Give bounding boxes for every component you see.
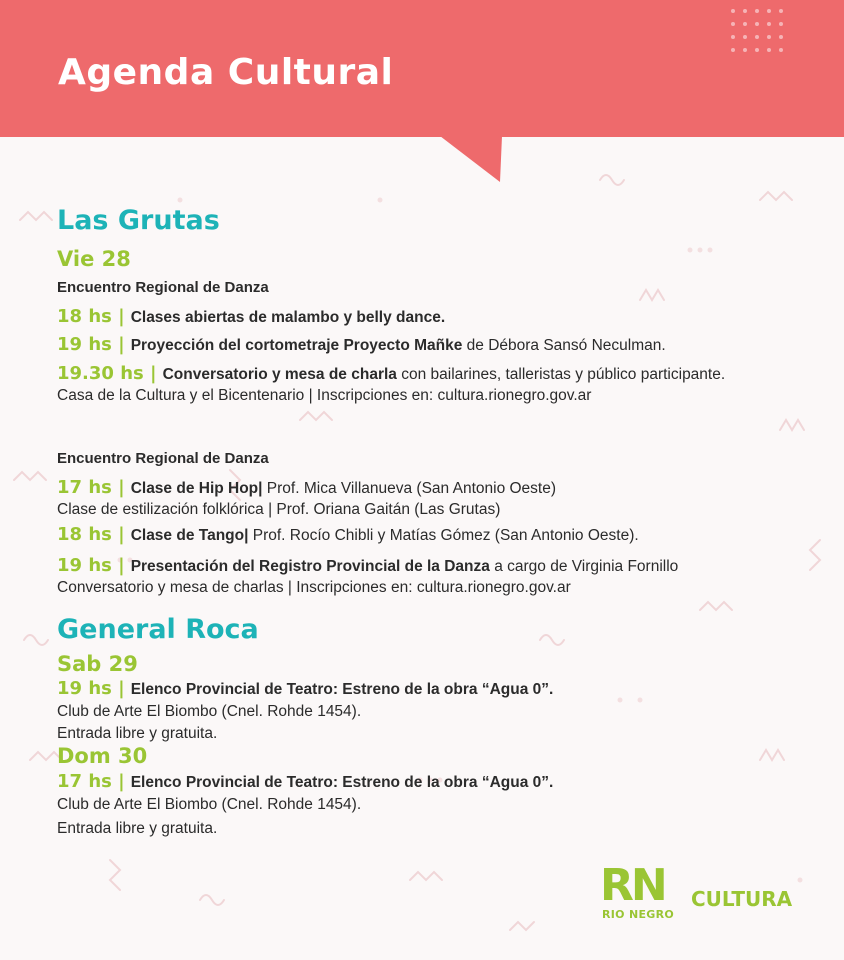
logo-mark: RN — [600, 860, 665, 911]
activity-detail: a cargo de Virginia Fornillo — [489, 558, 679, 575]
time-label: 19 hs | — [57, 555, 125, 576]
schedule-item — [57, 334, 666, 355]
venue-info: Casa de la Cultura y el Bicentenario | Inscripciones en: cultura.rionegro.gov.ar — [57, 387, 592, 404]
activity-title: Clases abiertas de malambo y belly dance. — [130, 309, 446, 326]
venue-info: Club de Arte El Biombo (Cnel. Rohde 1454). — [57, 703, 362, 720]
schedule-item — [57, 678, 553, 699]
activity-title: Presentación del Registro Provincial de la Danza — [130, 558, 490, 575]
time-label: 19.30 hs | — [57, 363, 157, 384]
activity-detail: de Débora Sansó Neculman. — [462, 337, 666, 354]
rio-negro-cultura-logo — [600, 860, 800, 930]
logo-subtitle: RIO NEGRO — [602, 908, 675, 921]
page-title: Agenda Cultural — [58, 52, 394, 93]
day-heading-sab-29: Sab 29 — [57, 652, 138, 676]
schedule-item — [57, 477, 556, 498]
activity-detail: con bailarines, talleristas y público participante. — [396, 366, 726, 383]
activity-extra: Clase de estilización folklórica | Prof. Oriana Gaitán (Las Grutas) — [57, 501, 501, 518]
time-label: 17 hs | — [57, 477, 125, 498]
schedule-item — [57, 771, 553, 792]
venue-info: Conversatorio y mesa de charlas | Inscripciones en: cultura.rionegro.gov.ar — [57, 579, 571, 596]
activity-detail: Prof. Rocío Chibli y Matías Gómez (San Antonio Oeste). — [248, 527, 639, 544]
city-heading-las-grutas: Las Grutas — [57, 205, 220, 236]
day-heading-dom-30: Dom 30 — [57, 744, 148, 768]
day-heading-vie-28: Vie 28 — [57, 247, 131, 271]
schedule-item — [57, 306, 445, 327]
time-label: 19 hs | — [57, 334, 125, 355]
activity-title: Clase de Tango| — [130, 527, 249, 544]
logo-label: CULTURA — [691, 887, 793, 911]
activity-detail: Prof. Mica Villanueva (San Antonio Oeste) — [262, 480, 557, 497]
schedule-item — [57, 363, 725, 384]
city-heading-general-roca: General Roca — [57, 614, 259, 645]
time-label: 18 hs | — [57, 524, 125, 545]
schedule-item — [57, 555, 678, 576]
venue-info: Club de Arte El Biombo (Cnel. Rohde 1454). — [57, 796, 362, 813]
time-label: 19 hs | — [57, 678, 125, 699]
entry-info: Entrada libre y gratuita. — [57, 820, 218, 837]
activity-title: Elenco Provincial de Teatro: Estreno de la obra “Agua 0”. — [130, 774, 554, 791]
schedule-item — [57, 524, 639, 545]
event-heading: Encuentro Regional de Danza — [57, 279, 269, 296]
time-label: 18 hs | — [57, 306, 125, 327]
activity-title: Clase de Hip Hop| — [130, 480, 263, 497]
activity-title: Elenco Provincial de Teatro: Estreno de la obra “Agua 0”. — [130, 681, 554, 698]
activity-title: Conversatorio y mesa de charla — [162, 366, 397, 383]
activity-title: Proyección del cortometraje Proyecto Mañke — [130, 337, 463, 354]
entry-info: Entrada libre y gratuita. — [57, 725, 218, 742]
time-label: 17 hs | — [57, 771, 125, 792]
event-heading: Encuentro Regional de Danza — [57, 450, 269, 467]
